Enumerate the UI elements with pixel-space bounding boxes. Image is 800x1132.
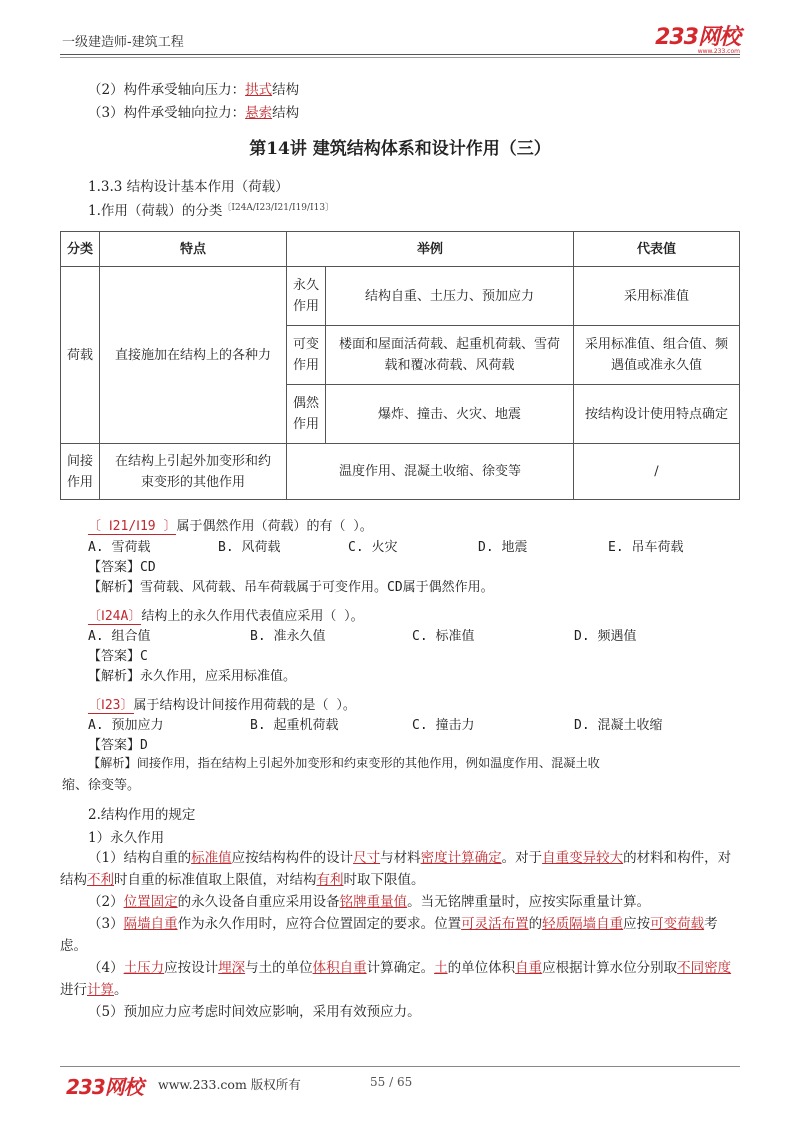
table-header-row: [61, 232, 740, 267]
table-row-indirect: [61, 444, 740, 500]
rule-text: 与土的单位: [245, 960, 313, 976]
rule-key: 可变荷载: [650, 916, 705, 932]
rule-key: 埋深: [218, 960, 246, 976]
section-heading: 1.3.3 结构设计基本作用（荷载）: [88, 179, 289, 195]
rule-paragraph-2: [60, 891, 740, 913]
rule-key: 尺寸: [353, 850, 381, 866]
intro-line-1-prefix: （2）构件承受轴向压力：: [88, 82, 246, 98]
header-example: 举例: [287, 232, 574, 267]
intro-line-1-suffix: 结构: [272, 82, 300, 98]
question-2-stem: [88, 605, 364, 624]
footer-copyright: www.233.com 版权所有: [158, 1077, 301, 1092]
rule-text: （1）结构自重的: [88, 850, 192, 866]
brand-logo: [655, 20, 740, 55]
rule-text: 时取下限值。: [343, 872, 425, 888]
rule-key: 铭牌重量值: [339, 894, 408, 910]
rule-text: （4）: [88, 960, 124, 976]
rule-text: 进行: [60, 982, 87, 998]
question-1-stem: [88, 515, 373, 534]
question-1-tag: 〔 Ⅰ21/Ⅰ19 〕: [88, 519, 177, 534]
header-value: 代表值: [574, 232, 740, 267]
rule-key: 不利: [87, 872, 114, 888]
q3-analysis-line-2: 缩、徐变等。: [62, 778, 141, 793]
indirect-feature-cell: 在结构上引起外加变形和约束变形的其他作用: [100, 444, 287, 500]
header-feature: 特点: [100, 232, 287, 267]
intro-line-1-key: 拱式: [245, 82, 273, 98]
question-3-stem: [88, 694, 356, 713]
q3-option-c: C. 撞击力: [412, 718, 475, 733]
rule-text: 的永久设备自重应采用设备: [177, 894, 340, 910]
q1-option-c: C. 火灾: [348, 540, 398, 555]
page-number: 55 / 65: [370, 1075, 413, 1089]
rule-text: 计算确定。: [366, 960, 435, 976]
intro-line-2: [88, 101, 299, 121]
q3-option-b: B. 起重机荷载: [250, 718, 339, 733]
value-cell: 采用标准值: [574, 267, 740, 326]
rule-text: 。当无铭牌重量时，应按实际重量计算。: [407, 894, 651, 910]
indirect-value-cell: /: [574, 444, 740, 500]
rule-key: 自重: [515, 960, 543, 976]
q3-answer: 【答案】D: [88, 738, 148, 753]
rule-key: 隔墙自重: [123, 916, 178, 932]
rule-key: 土: [434, 960, 448, 976]
q3-option-a: A. 预加应力: [88, 718, 164, 733]
rules-subheading: 1）永久作用: [88, 830, 165, 846]
q2-option-a: A. 组合值: [88, 629, 151, 644]
load-feature-cell: 直接施加在结构上的各种力: [100, 267, 287, 444]
q2-analysis: 【解析】永久作用，应采用标准值。: [88, 669, 297, 684]
indirect-example-cell: 温度作用、混凝土收缩、徐变等: [287, 444, 574, 500]
q2-answer: 【答案】C: [88, 649, 148, 664]
rule-key: 可灵活布置: [461, 916, 529, 932]
question-3-text: 属于结构设计间接作用荷载的是（ ）。: [133, 698, 356, 713]
rule-paragraph-3: [60, 913, 740, 957]
q2-option-b: B. 准永久值: [250, 629, 326, 644]
section-subheading: [88, 199, 334, 219]
rule-key: 不同密度: [677, 960, 732, 976]
rule-paragraph-5: （5）预加应力应考虑时间效应影响，采用有效预应力。: [88, 1004, 421, 1020]
lecture-title: 第14讲 建筑结构体系和设计作用（三）: [249, 139, 551, 159]
rule-key: 轻质隔墙自重: [542, 916, 624, 932]
indirect-category-cell: 间接作用: [61, 444, 100, 500]
q1-option-a: A. 雪荷载: [88, 540, 151, 555]
question-1-text: 属于偶然作用（荷载）的有（ ）。: [176, 519, 373, 534]
rule-text: 作为永久作用时，应符合位置固定的要求。位置: [177, 916, 462, 932]
rule-paragraph-4: [60, 957, 740, 1001]
rule-text: 时自重的标准值取上限值，对结构: [114, 872, 317, 888]
intro-line-2-key: 悬索: [245, 105, 273, 121]
q3-option-d: D. 混凝土收缩: [574, 718, 663, 733]
rule-key: 土压力: [123, 960, 165, 976]
header-divider-thin: [60, 57, 740, 58]
q2-option-d: D. 频遇值: [574, 629, 637, 644]
q1-option-e: E. 吊车荷载: [608, 540, 684, 555]
intro-line-1: [88, 78, 299, 98]
rule-text: 应按结构构件的设计: [231, 850, 354, 866]
rule-text: 应按设计: [164, 960, 219, 976]
rule-text: 。对于: [501, 850, 543, 866]
rule-text: 考虑。: [60, 916, 718, 954]
value-cell: 采用标准值、组合值、频遇值或准永久值: [574, 326, 740, 385]
type-cell: 永久作用: [287, 267, 326, 326]
question-2-tag: 〔Ⅰ24A〕: [88, 609, 142, 624]
q1-option-b: B. 风荷载: [218, 540, 281, 555]
rule-text: 。: [114, 982, 128, 998]
logo-text: 233网校: [655, 25, 740, 50]
rule-text: （2）: [88, 894, 124, 910]
q3-analysis-line-1: 【解析】间接作用，指在结构上引起外加变形和约束变形的其他作用，例如温度作用、混凝土收: [88, 756, 600, 770]
q1-option-d: D. 地震: [478, 540, 528, 555]
load-category-cell: 荷载: [61, 267, 100, 444]
rule-text: 应根据计算水位分别取: [542, 960, 678, 976]
footer-logo: 233网校: [66, 1075, 143, 1099]
intro-line-2-suffix: 结构: [272, 105, 300, 121]
rules-heading: 2.结构作用的规定: [88, 807, 196, 823]
load-classification-table: [60, 231, 740, 500]
rule-key: 密度计算确定: [420, 850, 502, 866]
type-cell: 可变作用: [287, 326, 326, 385]
rule-paragraph-1: [60, 847, 740, 891]
rule-text: （3）: [88, 916, 124, 932]
rule-text: 的材料和构件，对结构: [60, 850, 732, 888]
header-divider: [60, 54, 740, 55]
header-title: 一级建造师-建筑工程: [62, 35, 184, 50]
logo-url: www.233.com: [697, 48, 740, 55]
example-cell: 结构自重、土压力、预加应力: [326, 267, 574, 326]
rule-key: 位置固定: [123, 894, 178, 910]
q1-answer: 【答案】CD: [88, 560, 156, 575]
question-3-tag: 〔Ⅰ23〕: [88, 698, 134, 713]
subheading-text: 1.作用（荷载）的分类: [88, 203, 223, 219]
rule-key: 计算: [87, 982, 114, 998]
type-cell: 偶然作用: [287, 385, 326, 444]
rule-key: 自重变异较大: [542, 850, 624, 866]
question-2-text: 结构上的永久作用代表值应采用（ ）。: [141, 609, 364, 624]
table-row: [61, 267, 740, 326]
subheading-tags: 〔Ⅰ24A/Ⅰ23/Ⅰ21/Ⅰ19/Ⅰ13〕: [222, 203, 335, 213]
intro-line-2-prefix: （3）构件承受轴向拉力：: [88, 105, 246, 121]
value-cell: 按结构设计使用特点确定: [574, 385, 740, 444]
rule-key: 体积自重: [312, 960, 367, 976]
header-category: 分类: [61, 232, 100, 267]
example-cell: 楼面和屋面活荷载、起重机荷载、雪荷载和覆冰荷载、风荷载: [326, 326, 574, 385]
rule-text: 的单位体积: [447, 960, 516, 976]
example-cell: 爆炸、撞击、火灾、地震: [326, 385, 574, 444]
rule-text: 应按: [623, 916, 651, 932]
q1-analysis: 【解析】雪荷载、风荷载、吊车荷载属于可变作用。CD属于偶然作用。: [88, 580, 494, 595]
rule-key: 有利: [316, 872, 344, 888]
rule-key: 标准值: [191, 850, 232, 866]
footer-divider: [60, 1066, 740, 1067]
rule-text: 的: [528, 916, 543, 932]
q2-option-c: C. 标准值: [412, 629, 475, 644]
rule-text: 与材料: [380, 850, 421, 866]
